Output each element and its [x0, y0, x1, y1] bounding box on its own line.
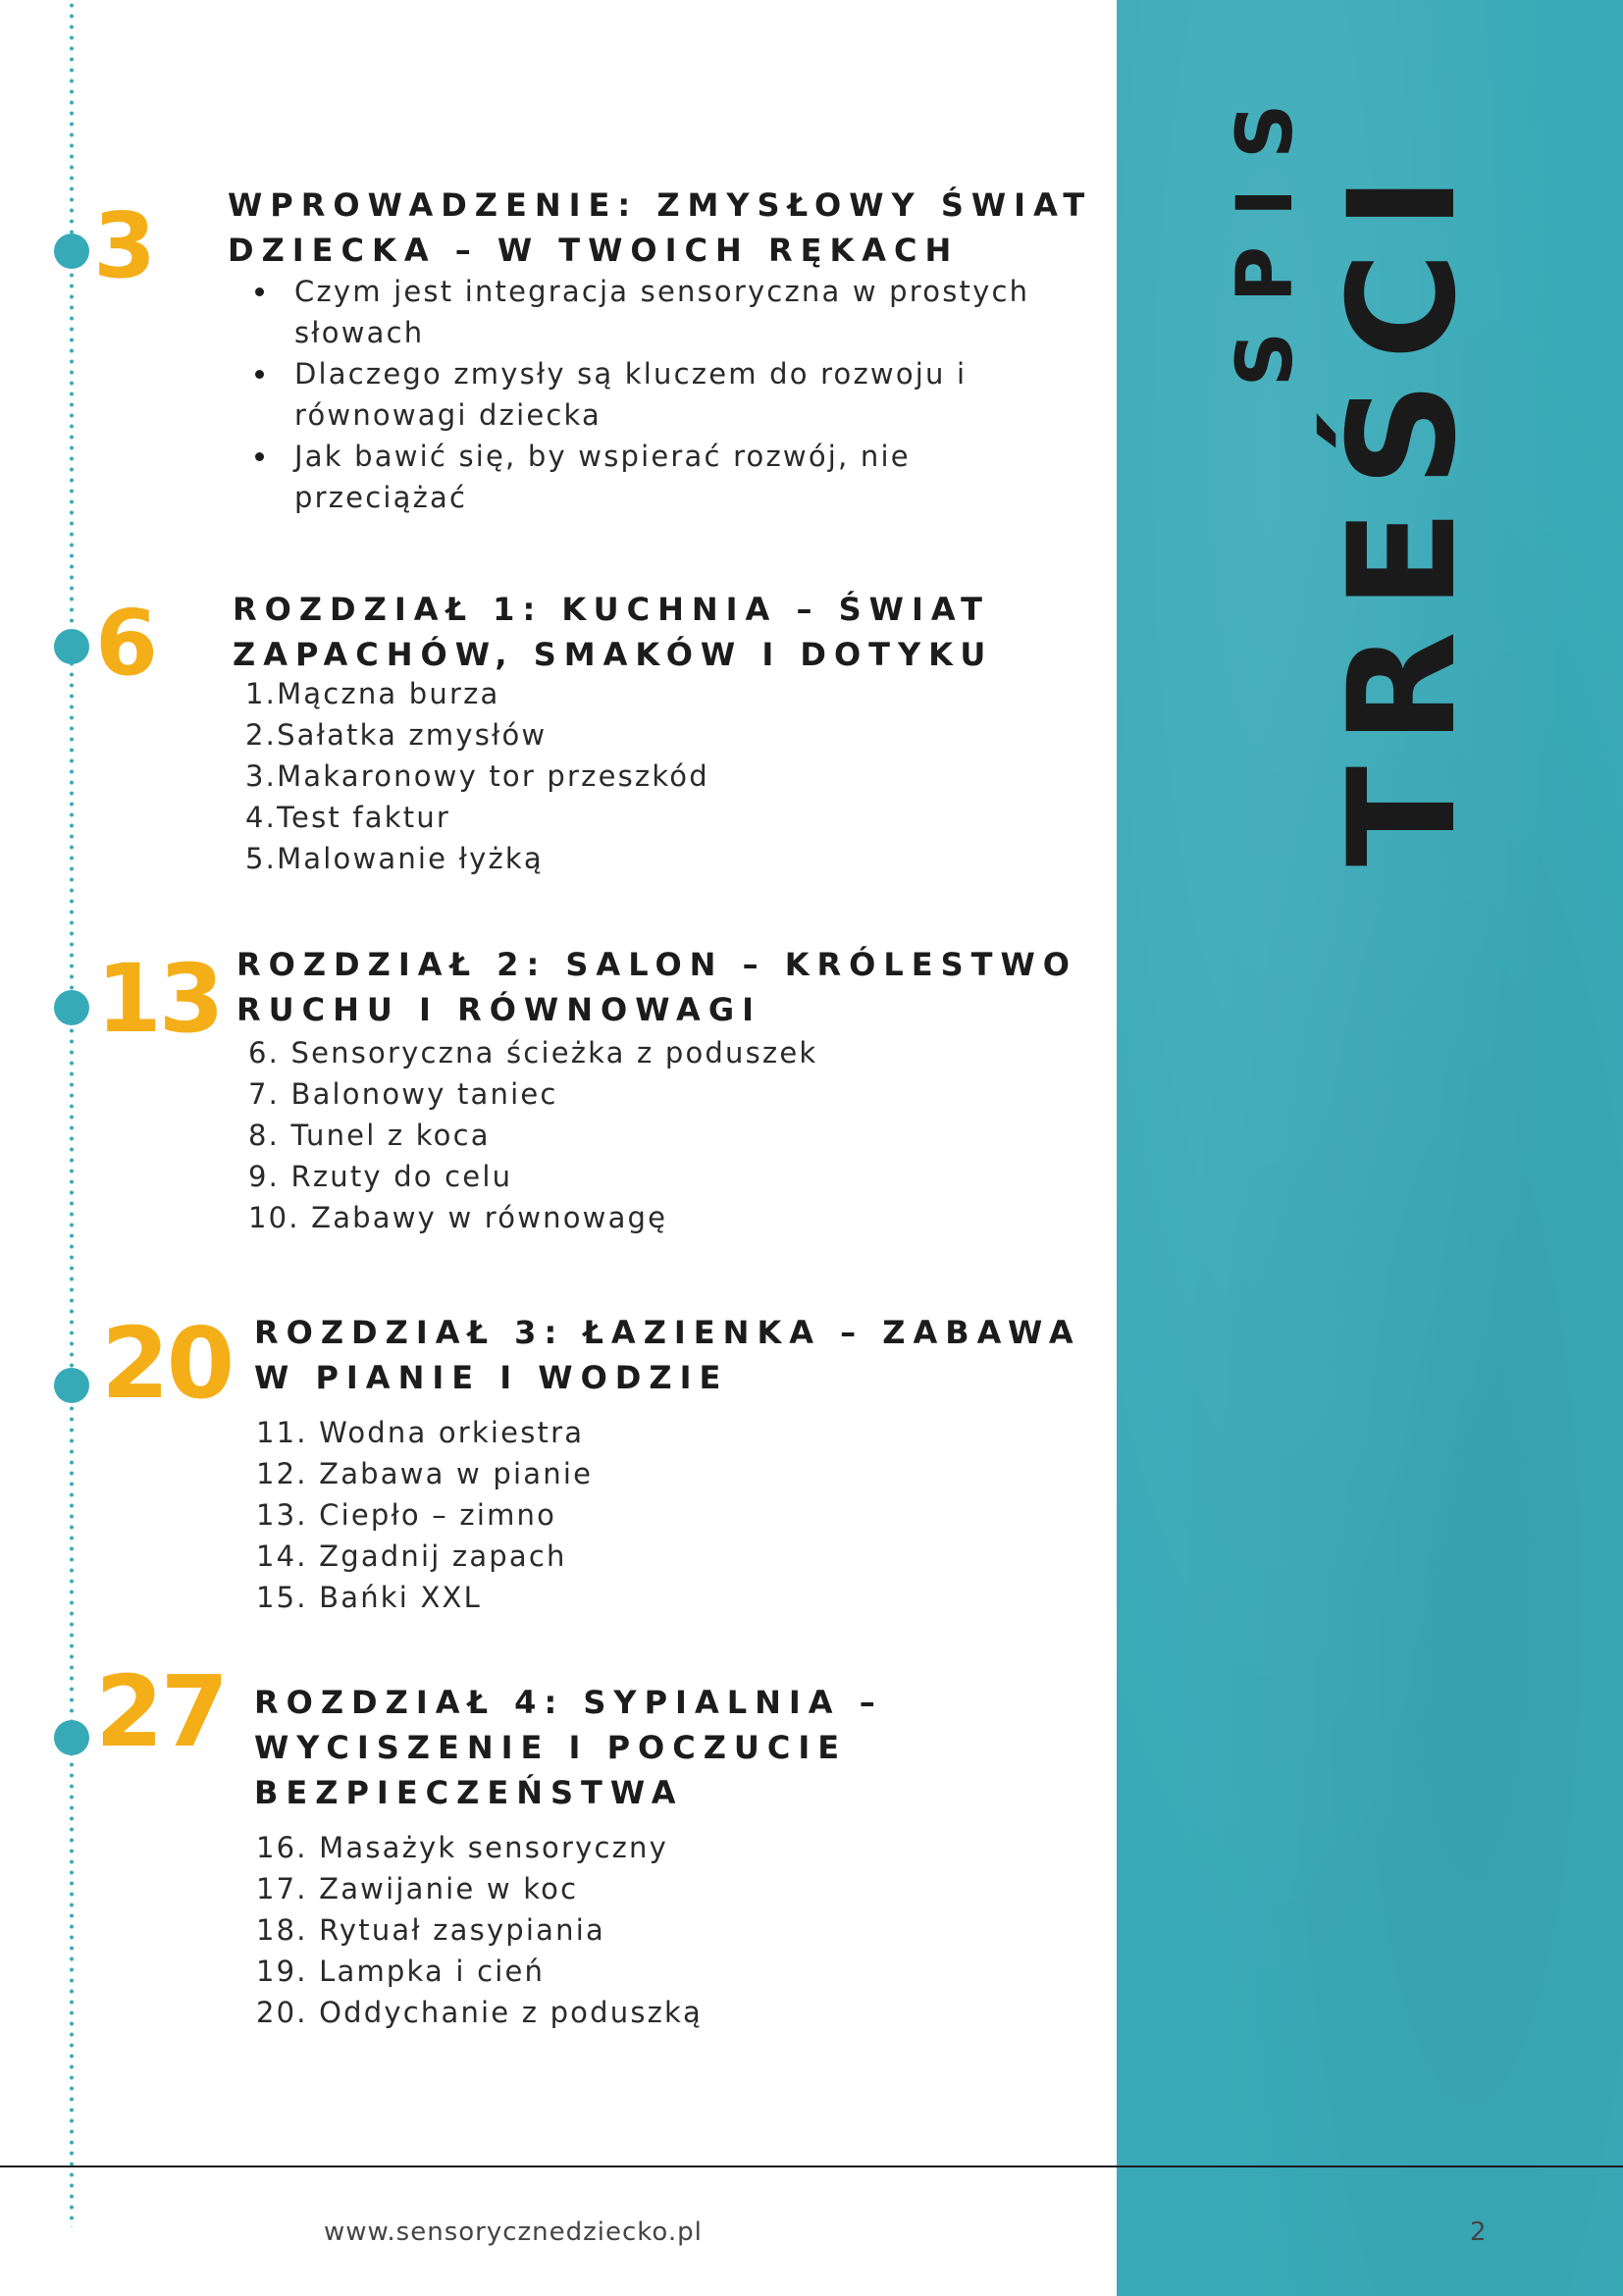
activity-list — [233, 673, 993, 879]
section-title-line: ROZDZIAŁ 3: ŁAZIENKA – ZABAWA — [254, 1314, 1081, 1351]
section-title — [233, 587, 993, 677]
section-title — [254, 1310, 1081, 1400]
list-item: 5.Malowanie łyżką — [245, 842, 544, 875]
footer-website-link[interactable]: www.sensorycznedziecko.pl — [324, 2218, 703, 2247]
list-item: 18. Rytuał zasypiania — [256, 1913, 605, 1947]
dotted-timeline — [70, 0, 74, 2227]
section-title-line: DZIECKA – W TWOICH RĘKACH — [228, 232, 960, 269]
list-item: 9. Rzuty do celu — [248, 1160, 513, 1193]
sidebar-title-tresci: TREŚCI — [1318, 153, 1489, 867]
list-item: 8. Tunel z koca — [248, 1119, 491, 1152]
list-item: 1.Mączna burza — [245, 677, 500, 710]
list-item: 14. Zgadnij zapach — [256, 1539, 567, 1573]
timeline-dot — [54, 990, 89, 1025]
section-title-line: ROZDZIAŁ 1: KUCHNIA – ŚWIAT — [233, 591, 990, 628]
list-item: 6. Sensoryczna ścieżka z poduszek — [248, 1036, 818, 1070]
footer-divider — [0, 2166, 1623, 2167]
activity-list — [254, 1827, 883, 2033]
page-number-6: 6 — [95, 591, 156, 696]
toc-section-sypialnia[interactable] — [254, 1680, 883, 2033]
list-item: Dlaczego zmysły są kluczem do rozwoju i równowagi dziecka — [228, 353, 1092, 436]
footer-page-number: 2 — [1470, 2218, 1487, 2247]
section-title-line: RUCHU I RÓWNOWAGI — [236, 991, 761, 1028]
list-item: 17. Zawijanie w koc — [256, 1872, 579, 1905]
bullet-list — [228, 271, 1092, 518]
list-item: 12. Zabawa w pianie — [256, 1457, 594, 1490]
toc-section-intro[interactable] — [228, 183, 1092, 518]
list-item: 7. Balonowy taniec — [248, 1077, 558, 1111]
section-title — [228, 183, 1092, 273]
section-title-line: WYCISZENIE I POCZUCIE — [254, 1729, 848, 1766]
section-title-line: ROZDZIAŁ 2: SALON – KRÓLESTWO — [236, 946, 1077, 983]
page-number-20: 20 — [101, 1306, 233, 1421]
section-title-line: ZAPACHÓW, SMAKÓW I DOTYKU — [233, 636, 994, 673]
timeline-dot — [54, 1368, 89, 1403]
list-item: 13. Ciepło – zimno — [256, 1498, 557, 1532]
section-title-line: W PIANIE I WODZIE — [254, 1359, 729, 1396]
sidebar-title-spis: SPIS — [1222, 74, 1310, 388]
page-number-3: 3 — [93, 193, 154, 298]
activity-list — [254, 1412, 1081, 1618]
list-item: Jak bawić się, by wspierać rozwój, nie przeciążać — [228, 436, 1092, 518]
toc-section-salon[interactable] — [236, 942, 1077, 1238]
toc-section-kuchnia[interactable] — [233, 587, 993, 879]
list-item: 11. Wodna orkiestra — [256, 1416, 585, 1449]
list-item: 19. Lampka i cień — [256, 1955, 546, 1988]
list-item: 20. Oddychanie z poduszką — [256, 1996, 704, 2029]
list-item: 10. Zabawy w równowagę — [248, 1201, 668, 1234]
timeline-dot — [54, 234, 89, 269]
timeline-dot — [54, 1720, 89, 1755]
section-title-line: ROZDZIAŁ 4: SYPIALNIA – — [254, 1684, 883, 1721]
toc-section-lazienka[interactable] — [254, 1310, 1081, 1618]
list-item: 16. Masażyk sensoryczny — [256, 1831, 668, 1864]
section-title-line: WPROWADZENIE: ZMYSŁOWY ŚWIAT — [228, 186, 1093, 224]
timeline-dot — [54, 629, 89, 664]
page-number-13: 13 — [96, 944, 222, 1054]
list-item: Czym jest integracja sensoryczna w prostych słowach — [228, 271, 1092, 353]
list-item: 15. Bańki XXL — [256, 1581, 482, 1614]
section-title-line: BEZPIECZEŃSTWA — [254, 1774, 684, 1811]
activity-list — [236, 1032, 1077, 1238]
page-number-27: 27 — [95, 1654, 227, 1769]
list-item: 3.Makaronowy tor przeszkód — [245, 759, 709, 793]
section-title — [236, 942, 1077, 1032]
section-title — [254, 1680, 883, 1815]
list-item: 4.Test faktur — [245, 801, 451, 834]
list-item: 2.Sałatka zmysłów — [245, 718, 548, 752]
